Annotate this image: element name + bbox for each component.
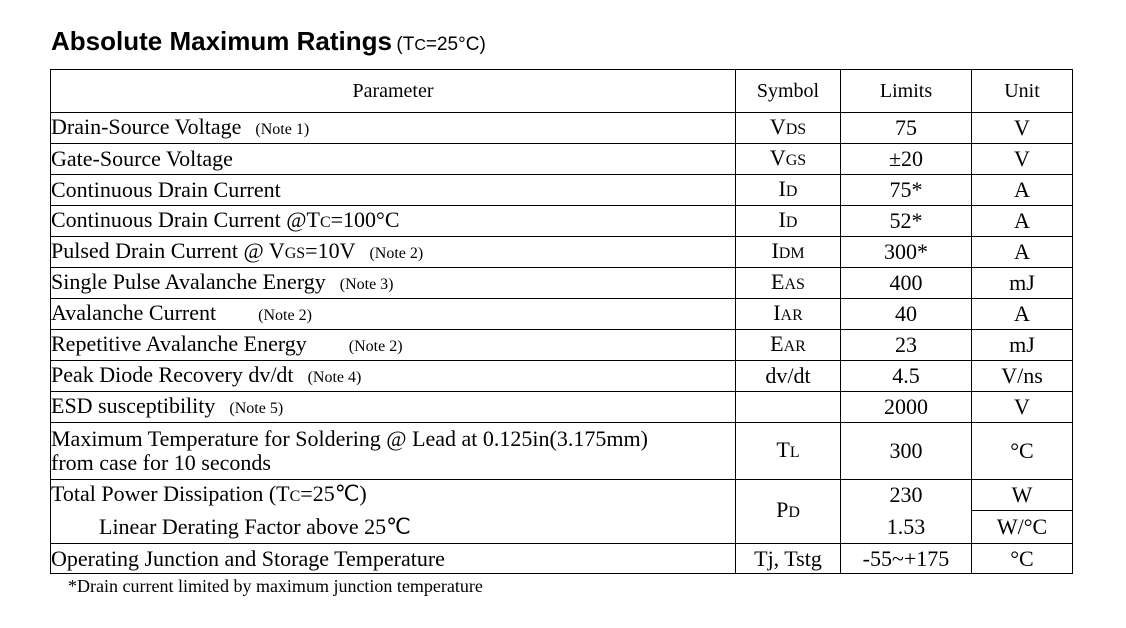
- param-label: Pulsed Drain Current @ V: [51, 237, 285, 263]
- param-cell: [51, 423, 736, 480]
- table-row: [51, 144, 1073, 175]
- param-label: Peak Diode Recovery dv/dt: [51, 361, 294, 387]
- param-cell: [51, 511, 736, 544]
- param-label: Repetitive Avalanche Energy: [51, 330, 307, 356]
- symbol-cell: [736, 144, 841, 175]
- limit-cell: 2000: [841, 392, 972, 423]
- param-label: Gate-Source Voltage: [51, 146, 233, 171]
- param-cell: [51, 544, 736, 574]
- param-label-end: =100°C: [330, 206, 400, 232]
- title-cond-prefix: (T: [396, 34, 415, 55]
- table-row: [51, 206, 1073, 237]
- symbol-main: I: [778, 206, 786, 232]
- symbol-cell: [736, 113, 841, 144]
- note-label: (Note 2): [369, 244, 424, 262]
- note-label: (Note 3): [339, 275, 394, 293]
- symbol-main: P: [776, 497, 789, 522]
- symbol-sub: GS: [785, 151, 807, 169]
- param-cell: [51, 113, 736, 144]
- param-label: Drain-Source Voltage: [51, 113, 242, 139]
- table-header: [51, 70, 1073, 113]
- unit-cell: mJ: [972, 268, 1073, 299]
- table-row: [51, 237, 1073, 268]
- param-sub: C: [319, 213, 331, 231]
- table-row: [51, 423, 1073, 480]
- unit-cell: V: [972, 113, 1073, 144]
- symbol-cell: [736, 480, 841, 544]
- limit-cell: 23: [841, 330, 972, 361]
- param-cell: [51, 206, 736, 237]
- title-condition: [396, 34, 485, 55]
- param-label-end: =10V: [305, 237, 356, 263]
- unit-cell: °C: [972, 423, 1073, 480]
- limit-cell: 230: [841, 480, 972, 511]
- param-label: Operating Junction and Storage Temperature: [51, 545, 445, 571]
- symbol-main: I: [778, 175, 786, 201]
- unit-cell: A: [972, 206, 1073, 237]
- symbol-sub: D: [788, 504, 800, 521]
- unit-cell: V/ns: [972, 361, 1073, 392]
- unit-cell: V: [972, 144, 1073, 175]
- limit-cell: 75*: [841, 175, 972, 206]
- symbol-sub: AS: [784, 275, 805, 293]
- header-symbol: Symbol: [736, 70, 841, 113]
- param-label: Continuous Drain Current: [51, 177, 281, 202]
- param-cell: [51, 480, 736, 511]
- param-cell: [51, 361, 736, 392]
- unit-cell: V: [972, 392, 1073, 423]
- table-row: [51, 268, 1073, 299]
- table-row: [51, 544, 1073, 574]
- limit-cell: 300*: [841, 237, 972, 268]
- param-label: Continuous Drain Current @T: [51, 206, 320, 232]
- param-label-line1: Maximum Temperature for Soldering @ Lead at 0.125in(3.175mm): [51, 426, 648, 451]
- limit-cell: 52*: [841, 206, 972, 237]
- symbol-sub: D: [785, 182, 798, 200]
- param-cell: [51, 299, 736, 330]
- param-cell: [51, 330, 736, 361]
- symbol-sub: DS: [785, 120, 807, 138]
- param-sub: C: [289, 487, 301, 505]
- limit-cell: -55~+175: [841, 544, 972, 574]
- table-row: [51, 511, 1073, 544]
- table-row: [51, 361, 1073, 392]
- table-row: [51, 392, 1073, 423]
- ratings-table: [50, 69, 1073, 574]
- symbol-sub: L: [789, 443, 800, 461]
- note-label: (Note 2): [348, 337, 403, 355]
- symbol-cell: [736, 330, 841, 361]
- symbol-cell: [736, 423, 841, 480]
- unit-cell: A: [972, 175, 1073, 206]
- unit-cell: A: [972, 237, 1073, 268]
- page-title: [51, 26, 486, 57]
- symbol-main: T: [776, 436, 790, 462]
- limit-cell: 400: [841, 268, 972, 299]
- symbol-sub: DM: [778, 244, 805, 262]
- symbol-cell: [736, 392, 841, 423]
- symbol-sub: AR: [783, 337, 806, 355]
- symbol-main: V: [769, 113, 786, 139]
- table-row: [51, 175, 1073, 206]
- param-cell: [51, 175, 736, 206]
- unit-cell: mJ: [972, 330, 1073, 361]
- symbol-main: E: [770, 330, 784, 356]
- param-sub: GS: [284, 244, 306, 262]
- limit-cell: 75: [841, 113, 972, 144]
- table-row: [51, 330, 1073, 361]
- symbol-cell: dv/dt: [736, 361, 841, 392]
- param-cell: [51, 392, 736, 423]
- symbol-cell: [736, 237, 841, 268]
- table-row: [51, 113, 1073, 144]
- param-label: Single Pulse Avalanche Energy: [51, 268, 326, 294]
- param-label: Total Power Dissipation (T: [51, 480, 290, 506]
- param-label: ESD susceptibility: [51, 392, 216, 418]
- note-label: (Note 5): [229, 399, 284, 417]
- symbol-cell: [736, 299, 841, 330]
- header-limits: Limits: [841, 70, 972, 113]
- unit-cell: W/°C: [972, 511, 1073, 544]
- param-label: Avalanche Current: [51, 299, 217, 325]
- unit-cell: A: [972, 299, 1073, 330]
- limit-cell: 300: [841, 423, 972, 480]
- param-cell: [51, 268, 736, 299]
- header-parameter: Parameter: [51, 70, 736, 113]
- title-cond-suffix: =25°C): [425, 34, 486, 55]
- param-cell: [51, 237, 736, 268]
- param-label-line2: from case for 10 seconds: [51, 450, 271, 475]
- symbol-sub: D: [785, 213, 798, 231]
- title-main: Absolute Maximum Ratings: [51, 26, 392, 56]
- header-unit: Unit: [972, 70, 1073, 113]
- footnote: *Drain current limited by maximum junction temperature: [68, 576, 483, 596]
- note-label: (Note 1): [255, 120, 310, 138]
- title-cond-sub: C: [414, 37, 426, 54]
- symbol-sub: AR: [780, 306, 803, 324]
- table-row: [51, 299, 1073, 330]
- symbol-main: E: [771, 268, 785, 294]
- param-label: Linear Derating Factor above 25℃: [99, 513, 411, 539]
- limit-cell: 1.53: [841, 511, 972, 544]
- symbol-cell: [736, 268, 841, 299]
- table-row: [51, 480, 1073, 511]
- param-label-end: =25℃): [300, 480, 367, 506]
- note-label: (Note 4): [307, 368, 362, 386]
- symbol-cell: Tj, Tstg: [736, 544, 841, 574]
- unit-cell: W: [972, 480, 1073, 511]
- limit-cell: 4.5: [841, 361, 972, 392]
- limit-cell: ±20: [841, 144, 972, 175]
- param-cell: [51, 144, 736, 175]
- symbol-cell: [736, 175, 841, 206]
- symbol-main: I: [771, 237, 779, 263]
- unit-cell: °C: [972, 544, 1073, 574]
- symbol-main: V: [769, 144, 786, 170]
- note-label: (Note 2): [258, 306, 312, 324]
- limit-cell: 40: [841, 299, 972, 330]
- symbol-main: I: [773, 299, 781, 325]
- symbol-cell: [736, 206, 841, 237]
